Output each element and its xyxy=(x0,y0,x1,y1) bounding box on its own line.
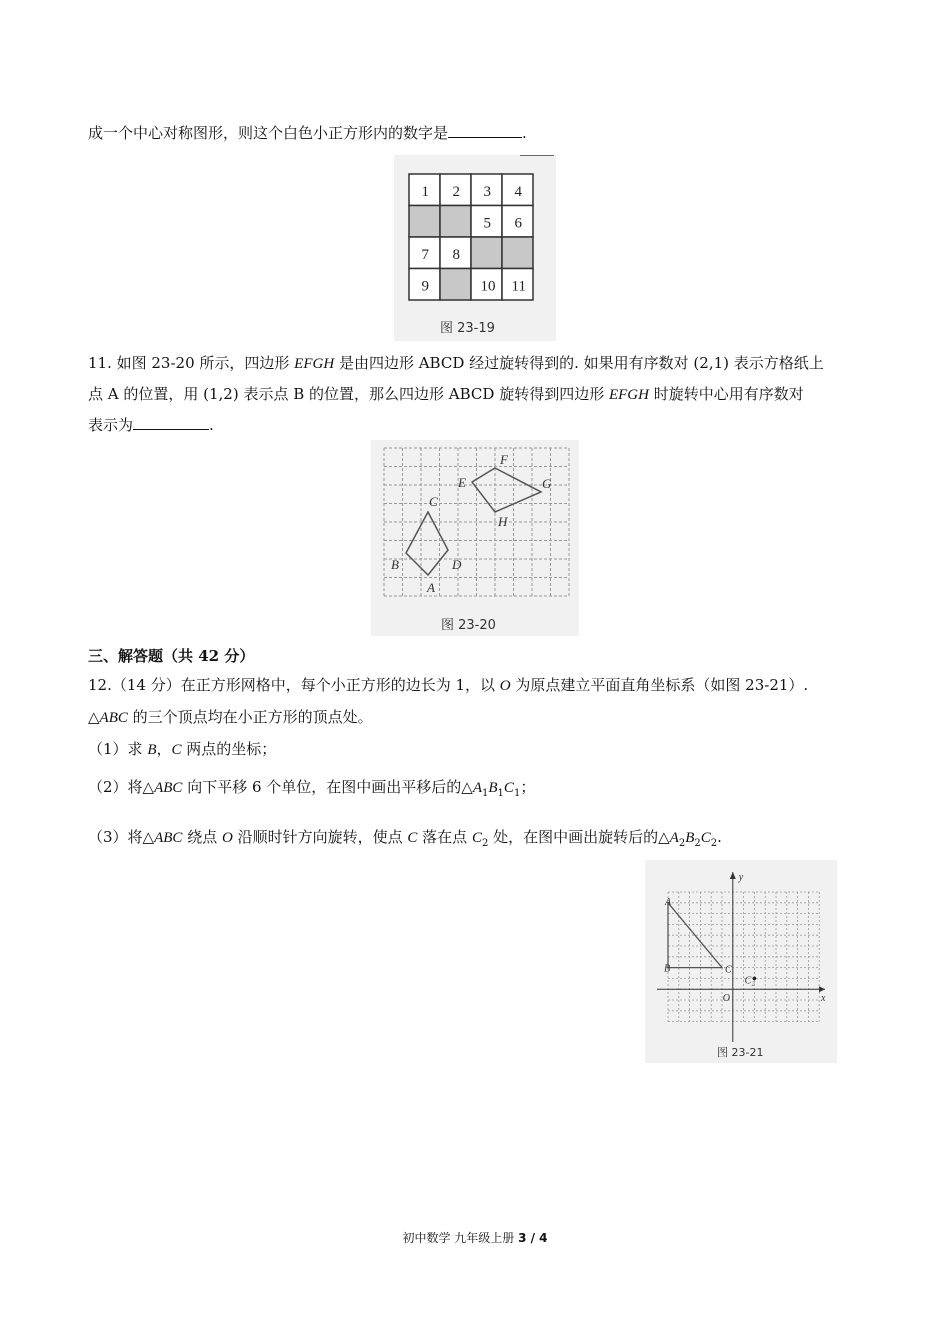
q11-text: 11. 如图 23-20 所示，四边形 xyxy=(88,354,295,372)
q11-text: 是由四边形 ABCD 经过旋转得到的. 如果用有序数对 (2,1) 表示方格纸上 xyxy=(334,354,824,372)
q12-part-2 xyxy=(88,776,535,799)
label-f: F xyxy=(500,452,508,467)
quad-efgh xyxy=(472,468,541,512)
cell-number: 2 xyxy=(452,183,460,200)
answer-blank xyxy=(448,123,522,138)
q12-var: ABC xyxy=(99,710,128,726)
cell-number: 3 xyxy=(483,183,491,200)
q12-text: 为原点建立平面直角坐标系（如图 23-21）. xyxy=(510,676,809,694)
cell-number: 8 xyxy=(452,246,460,263)
q12-var: C xyxy=(503,780,514,796)
label-h: H xyxy=(498,514,508,529)
figure-23-19 xyxy=(394,155,556,341)
label-b: B xyxy=(664,963,671,975)
q11-text: 表示为 xyxy=(88,416,134,434)
number-grid xyxy=(408,173,534,301)
figure-caption: 图 23-19 xyxy=(440,321,495,336)
figure-caption: 图 23-21 xyxy=(717,1046,764,1059)
corner-mark xyxy=(520,155,554,156)
y-axis-arrow-icon xyxy=(730,872,736,879)
quad-abcd xyxy=(406,512,448,575)
cell-number: 4 xyxy=(514,183,522,200)
q12-sub: 1 xyxy=(497,788,504,799)
page-number: 3 / 4 xyxy=(518,1231,548,1245)
q12-text: 落在点 xyxy=(417,828,472,846)
q11-text: 点 A 的位置，用 (1,2) 表示点 B 的位置，那么四边形 ABCD 旋转得到四边形 xyxy=(88,385,609,403)
q12-var: C xyxy=(700,830,711,846)
figure-caption: 图 23-20 xyxy=(441,618,496,633)
q12-sub: 2 xyxy=(710,838,718,849)
cell-number: 1 xyxy=(421,183,429,200)
q11-line-3 xyxy=(88,414,214,435)
q12-text: △ xyxy=(88,708,100,726)
q12-var: C xyxy=(407,830,418,846)
q12-var: C xyxy=(471,830,482,846)
q12-sub: 2 xyxy=(694,838,701,849)
label-e: E xyxy=(458,475,466,490)
dashed-grid xyxy=(668,892,819,1022)
q12-line-1 xyxy=(88,674,808,695)
q12-text: . xyxy=(717,828,722,846)
cell-number: 5 xyxy=(483,215,491,232)
q12-sub: 1 xyxy=(482,788,489,799)
q11-line-1 xyxy=(88,352,824,373)
q12-part-3 xyxy=(88,826,722,849)
answer-blank xyxy=(133,415,209,430)
label-c: C xyxy=(725,964,732,976)
label-b: B xyxy=(391,557,399,572)
q11-line-2 xyxy=(88,383,804,404)
grid-cell xyxy=(502,237,533,269)
q12-sub: 2 xyxy=(678,838,686,849)
q12-text: 绕点 xyxy=(182,828,222,846)
q12-text: 处，在图中画出旋转后的△ xyxy=(488,828,670,846)
grid-cell xyxy=(471,237,502,269)
q12-var: B xyxy=(147,742,157,758)
q12-text: （3）将△ xyxy=(88,828,155,846)
q11-text: 时旋转中心用有序数对 xyxy=(648,385,804,403)
q12-var: ABC xyxy=(154,830,183,846)
q12-var: ABC xyxy=(154,780,183,796)
q12-text: 沿顺时针方向旋转，使点 xyxy=(232,828,408,846)
grid-cell xyxy=(409,206,440,238)
q11-var: EFGH xyxy=(608,387,649,403)
q12-text: 的三个顶点均在小正方形的顶点处。 xyxy=(127,708,373,726)
q10-end: . xyxy=(522,124,527,142)
cell-number: 9 xyxy=(421,278,429,295)
q12-text: 两点的坐标； xyxy=(181,740,277,758)
label-a: A xyxy=(665,896,672,908)
grid-cell xyxy=(440,269,471,301)
q12-sub: 2 xyxy=(481,838,489,849)
q12-var: A xyxy=(669,830,679,846)
coordinate-grid xyxy=(645,860,837,1063)
q12-part-1 xyxy=(88,738,276,759)
q12-sub: 1 xyxy=(513,788,521,799)
q12-text: （1）求 xyxy=(88,740,148,758)
q11-var: EFGH xyxy=(294,356,335,372)
grid-cell xyxy=(440,206,471,238)
axis-label-y: y xyxy=(738,872,744,883)
figure-23-20 xyxy=(371,440,579,636)
q12-var: O xyxy=(499,678,511,694)
label-o: O xyxy=(722,993,731,1005)
q12-var: C xyxy=(171,742,182,758)
cell-number: 10 xyxy=(480,278,496,295)
section-heading: 三、解答题（共 42 分） xyxy=(88,647,255,665)
dashed-grid xyxy=(384,448,569,596)
label-g: G xyxy=(542,476,552,491)
quadrilateral-grid xyxy=(371,440,579,636)
page-footer xyxy=(0,1229,950,1246)
label-a: A xyxy=(427,580,435,595)
label-c: C xyxy=(429,494,438,509)
q12-text: 向下平移 6 个单位，在图中画出平移后的△ xyxy=(182,778,473,796)
q12-text: ； xyxy=(520,778,536,796)
cell-number: 7 xyxy=(421,246,429,263)
q12-line-2 xyxy=(88,706,373,727)
q10-line xyxy=(88,122,527,143)
label-d: D xyxy=(452,557,462,572)
label-c2: C₂ xyxy=(744,975,755,987)
cell-number: 11 xyxy=(511,278,526,295)
axis-label-x: x xyxy=(821,993,826,1005)
x-axis-arrow-icon xyxy=(819,986,825,992)
q12-text: （2）将△ xyxy=(88,778,155,796)
footer-text: 初中数学 九年级上册 xyxy=(402,1231,519,1245)
q12-var: B xyxy=(685,830,695,846)
figure-23-21 xyxy=(645,860,837,1063)
q10-text: 成一个中心对称图形，则这个白色小正方形内的数字是 xyxy=(88,124,449,142)
q12-var: O xyxy=(221,830,233,846)
q12-text: ， xyxy=(156,740,172,758)
q12-text: 12.（14 分）在正方形网格中，每个小正方形的边长为 1，以 xyxy=(88,676,500,694)
q12-var: B xyxy=(488,780,498,796)
q11-end: . xyxy=(209,416,214,434)
cell-number: 6 xyxy=(514,215,522,232)
q12-var: A xyxy=(472,780,482,796)
